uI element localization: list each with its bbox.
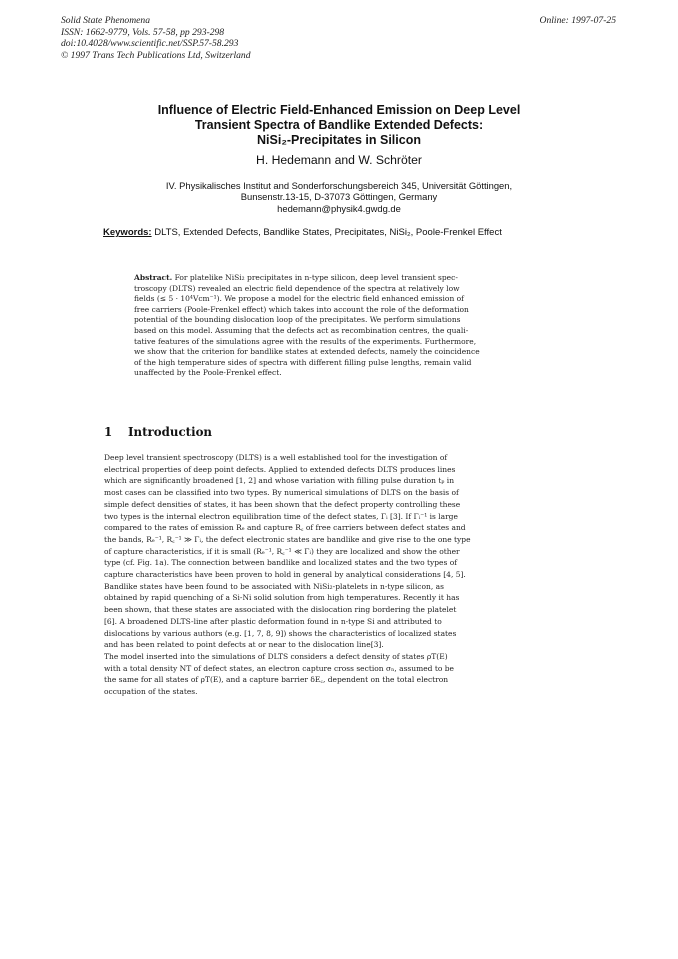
abstract-line: potential of the bounding dislocation loop of the precipitates. We perform simulations [134,315,461,325]
affiliation [0,180,678,214]
keywords-text: DLTS, Extended Defects, Bandlike States, Precipitates, NiSi₂, Poole-Frenkel Effect [154,227,502,238]
body-text [104,452,578,698]
abstract-line: free carriers (Poole-Frenkel effect) which takes into account the role of the deformation [134,304,469,314]
abstract-label: Abstract. [134,273,173,282]
body-line: and has been related to point defects at or near to the dislocation line[3]. [104,640,384,650]
body-line: obtained by rapid quenching of a Si-Ni solid solution from high temperatures. Recently it has [104,593,460,603]
body-line: Deep level transient spectroscopy (DLTS) is a well established tool for the investigation of [104,453,448,462]
title-line: Influence of Electric Field-Enhanced Emission on Deep Level [157,103,521,117]
body-line: most cases can be classified into two types. By numerical simulations of DLTS on the basis of [104,488,459,498]
keywords-label: Keywords: [103,227,152,238]
abstract [134,273,546,379]
journal-header [61,15,251,61]
abstract-line: tative features of the simulations agree with the results of the experiments. Furthermore, [134,336,477,346]
abstract-line: fields (≤ 5 · 10⁴Vcm⁻¹). We propose a model for the electric field enhanced emission of [134,294,464,304]
body-line: been shown, that these states are associated with the dislocation ring bordering the platelet [104,605,457,615]
abstract-line: Abstract. For platelike NiSi₂ precipitates in n-type silicon, deep level transient spec- [134,273,458,282]
body-line: two types is the internal electron equilibration time of the defect states, Γᵢ [3]. If Γᵢ⁻¹ is large [104,511,458,521]
abstract-line: unaffected by the Poole-Frenkel effect. [134,368,282,378]
issn-line: ISSN: 1662-9779, Vols. 57-58, pp 293-298 [61,26,225,38]
abstract-line: of the high temperature sides of spectra with different filling pulse lengths, remain valid [134,357,472,367]
body-line: Bandlike states have been found to be associated with NiSi₂-platelets in n-type silicon, as [104,581,444,591]
authors: H. Hedemann and W. Schröter [256,153,422,167]
body-line: simple defect densities of states, it has been shown that the defect property controlling these [104,499,461,509]
copyright-line: © 1997 Trans Tech Publications Ltd, Switzerland [61,49,251,61]
body-line: which are significantly broadened [1, 2] and whose variation with filling pulse duration tₚ in [104,476,455,486]
body-line: dislocations by various authors (e.g. [1, 7, 8, 9]) shows the characteristics of localized states [104,628,457,638]
body-line: the same for all states of ρT(E), and a capture barrier δE꜀, dependent on the total electron [104,675,449,685]
paper-title [0,103,678,149]
section-title: Introduction [128,425,213,439]
affiliation-line: IV. Physikalisches Institut and Sonderforschungsbereich 345, Universität Göttingen, [165,180,513,191]
body-line: electrical properties of deep point defects. Applied to extended defects DLTS produces lines [104,464,456,474]
section-heading [104,425,212,439]
doi-line: doi:10.4028/www.scientific.net/SSP.57-58.293 [61,38,239,49]
online-date: Online: 1997-07-25 [539,15,616,26]
title-line: Transient Spectra of Bandlike Extended Defects: [194,118,484,133]
body-line: The model inserted into the simulations of DLTS considers a defect density of states ρT(E) [104,651,448,661]
section-number: 1 [104,425,113,439]
body-line: occupation of the states. [104,687,198,697]
journal-name: Solid State Phenomena [61,15,150,26]
body-line: the bands, Rₑ⁻¹, R꜀⁻¹ ≫ Γᵢ, the defect electronic states are bandlike and give rise to the one type [104,534,471,544]
affiliation-line: Bunsenstr.13-15, D-37073 Göttingen, Germany [240,191,438,203]
body-line: capture characteristics have been proven to hold in general by analytical considerations [4, 5]. [104,570,466,580]
body-line: type (cf. Fig. 1a). The connection between bandlike and localized states and the two types of [104,558,457,568]
abstract-line: based on this model. Assuming that the defects act as recombination centres, the quali- [134,325,469,335]
email: hedemann@physik4.gwdg.de [277,202,401,214]
title-line: NiSi₂-Precipitates in Silicon [257,133,421,148]
body-line: [6]. A broadened DLTS-line after plastic deformation found in n-type Si and attributed to [104,616,442,626]
abstract-line: troscopy (DLTS) revealed an electric field dependence of the spectra at relatively low [134,283,460,293]
body-line: with a total density NT of defect states, an electron capture cross section σₙ, assumed to be [104,663,454,673]
keywords [103,227,502,238]
abstract-line: we show that the criterion for bandlike states at extended defects, namely the coincidence [134,347,480,357]
body-line: compared to the rates of emission Rₑ and capture R꜀ of free carriers between defect states and [104,523,466,533]
body-line: of capture characteristics, if it is small (Rₑ⁻¹, R꜀⁻¹ ≪ Γᵢ) they are localized and show the other [104,546,460,556]
